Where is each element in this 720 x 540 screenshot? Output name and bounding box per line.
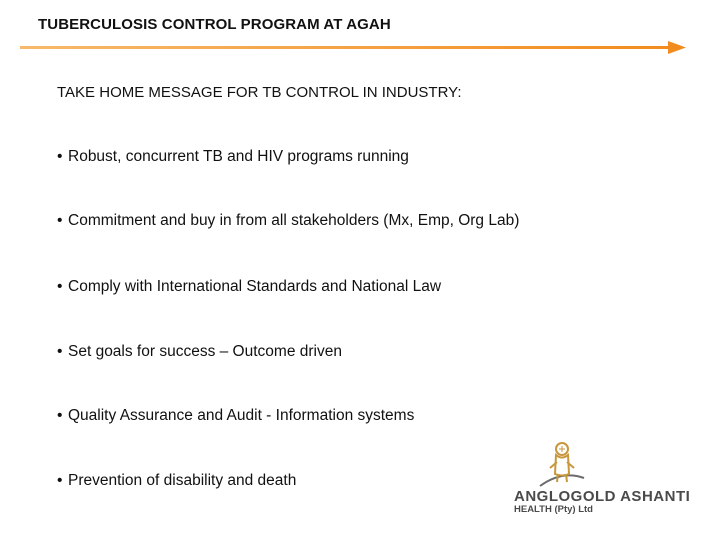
slide-subtitle: TAKE HOME MESSAGE FOR TB CONTROL IN INDUSTRY: — [57, 84, 462, 101]
bullet-text: Robust, concurrent TB and HIV programs running — [68, 148, 409, 165]
slide-title: TUBERCULOSIS CONTROL PROGRAM AT AGAH — [38, 16, 391, 33]
bullet-text: Set goals for success – Outcome driven — [68, 343, 342, 360]
company-logo — [508, 440, 720, 520]
bullet-text: Comply with International Standards and National Law — [68, 278, 442, 295]
bullet-item — [57, 212, 519, 230]
bullet-item — [57, 148, 409, 166]
bullet-dot: • — [57, 278, 63, 295]
bullet-item — [57, 278, 441, 296]
bullet-item — [57, 407, 414, 425]
bullet-dot: • — [57, 343, 63, 360]
bullet-dot: • — [57, 212, 63, 229]
bullet-item — [57, 343, 342, 361]
bullet-item — [57, 472, 296, 490]
bullet-text: Quality Assurance and Audit - Information systems — [68, 407, 415, 424]
bullet-text: Commitment and buy in from all stakeholders (Mx, Emp, Org Lab) — [68, 212, 520, 229]
bullet-dot: • — [57, 148, 63, 165]
logo-subtitle: HEALTH (Pty) Ltd — [514, 504, 593, 515]
bullet-dot: • — [57, 472, 63, 489]
bullet-dot: • — [57, 407, 63, 424]
title-underline-arrow — [20, 40, 686, 56]
logo-figure-icon — [538, 440, 586, 490]
logo-wordmark: ANGLOGOLD ASHANTI — [514, 488, 691, 505]
bullet-text: Prevention of disability and death — [68, 472, 297, 489]
